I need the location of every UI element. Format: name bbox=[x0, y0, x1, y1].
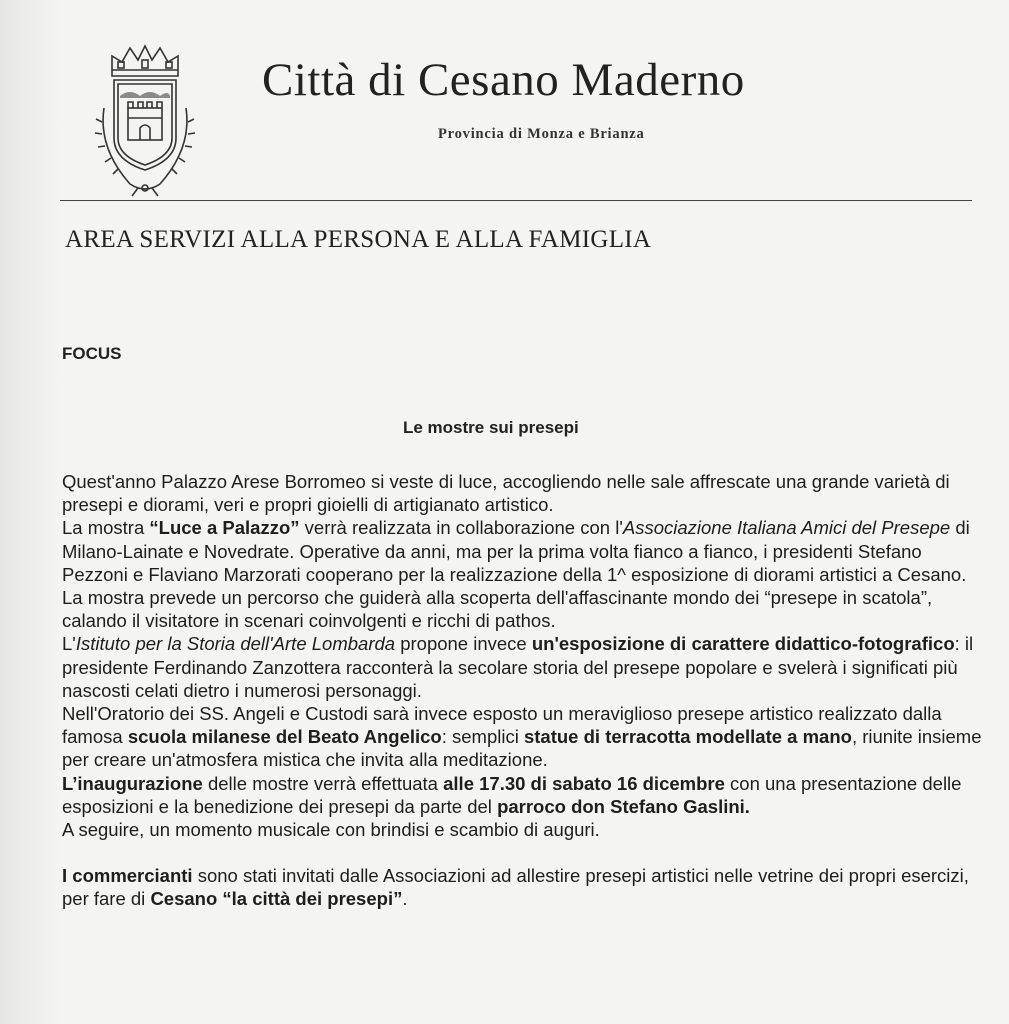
coat-of-arms-icon bbox=[90, 38, 200, 198]
paragraph-7: I commercianti sono stati invitati dalle Associazioni ad allestire presepi artistici nelle vetrine dei propri esercizi, per fare di Cesano “la città dei presepi”. bbox=[62, 865, 969, 910]
province-subtitle: Provincia di Monza e Brianza bbox=[438, 126, 645, 142]
department-heading: AREA SERVIZI ALLA PERSONA E ALLA FAMIGLIA bbox=[65, 226, 652, 253]
paragraph-6: A seguire, un momento musicale con brindisi e scambio di auguri. bbox=[62, 819, 600, 841]
paragraph-2: La mostra “Luce a Palazzo” verrà realizzata in collaborazione con l'Associazione Italiana Amici del Presepe di Milano-Lainate e Novedrate. Operative da anni, ma per la prima volta fianco a fianco, i presidenti Stefano Pezzoni e Flaviano Marzorati cooperano per la realizzazione della 1^ esposizione di diorami artistici a Cesano. La mostra prevede un percorso che guiderà alla scoperta dell'affascinante mondo dei “presepe in scatola”, calando il visitatore in scenari coinvolgenti e ricchi di pathos. bbox=[62, 517, 970, 632]
paragraph-1: Quest'anno Palazzo Arese Borromeo si veste di luce, accogliendo nelle sale affrescate una grande varietà di presepi e diorami, veri e propri gioielli di artigianato artistico. bbox=[62, 471, 950, 516]
city-title: Città di Cesano Maderno bbox=[262, 54, 745, 106]
header-divider bbox=[60, 200, 972, 201]
paragraph-3: L'Istituto per la Storia dell'Arte Lombarda propone invece un'esposizione di carattere didattico-fotografico: il presidente Ferdinando Zanzottera racconterà la secolare storia del presepe popolare e svelerà i significati più nascosti celati dietro i numerosi personaggi. bbox=[62, 633, 974, 701]
paragraph-5: L’inaugurazione delle mostre verrà effettuata alle 17.30 di sabato 16 dicembre con una presentazione delle esposizioni e la benedizione dei presepi da parte del parroco don Stefano Gaslini. bbox=[62, 772, 962, 817]
article-body bbox=[62, 470, 982, 911]
paragraph-gap bbox=[62, 841, 982, 864]
scan-edge bbox=[0, 0, 60, 1024]
paragraph-4: Nell'Oratorio dei SS. Angeli e Custodi sarà invece esposto un meraviglioso presepe artistico realizzato dalla famosa scuola milanese del Beato Angelico: semplici statue di terracotta modellate a mano, riunite insieme per creare un'atmosfera mistica che invita alla meditazione. bbox=[62, 703, 982, 771]
section-label: FOCUS bbox=[62, 344, 122, 363]
article-heading: Le mostre sui presepi bbox=[403, 418, 579, 437]
